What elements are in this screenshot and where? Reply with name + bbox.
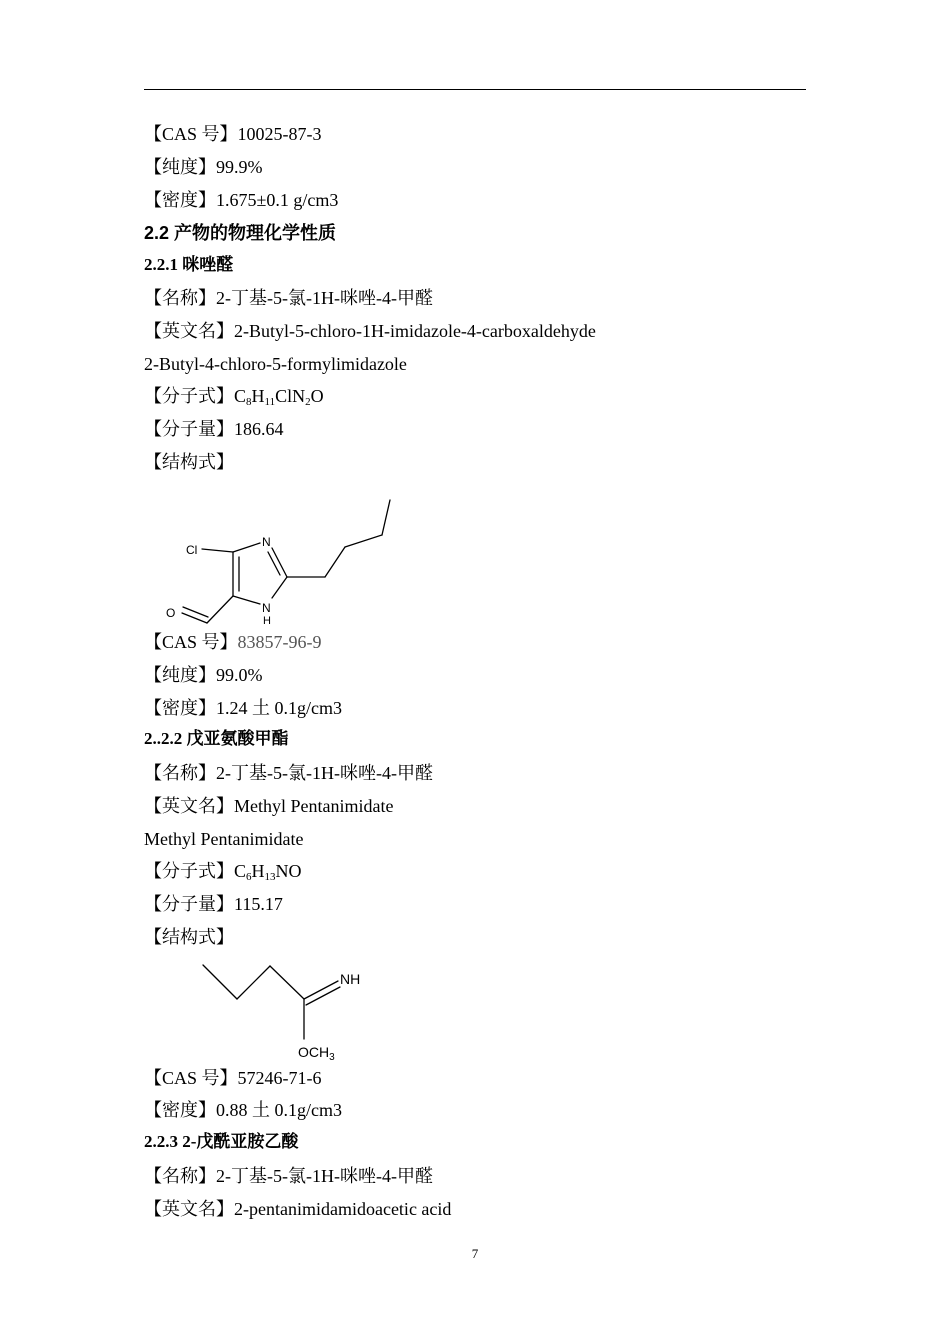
compound-2-name-line	[144, 762, 433, 784]
name-label: 【名称】	[144, 1166, 216, 1186]
compound-1-cas-line	[144, 631, 322, 653]
cas-value: 57246-71-6	[237, 1068, 322, 1088]
mw-value: 115.17	[234, 894, 283, 914]
cas-value: 10025-87-3	[237, 124, 322, 144]
compound-1-english-alt: 2-Butyl-4-chloro-5-formylimidazole	[144, 354, 407, 374]
compound-1-mw-line	[144, 418, 284, 440]
compound-1-density-line	[144, 697, 342, 719]
density-value: 1.675±0.1 g/cm3	[216, 190, 339, 210]
compound-1-purity-line	[144, 664, 263, 686]
english-value: Methyl Pentanimidate	[234, 796, 394, 816]
cas-value: 83857-96-9	[237, 632, 322, 652]
mw-value: 186.64	[234, 419, 284, 439]
purity-label: 【纯度】	[144, 157, 216, 177]
purity-value: 99.0%	[216, 665, 263, 685]
compound-2-density-line	[144, 1099, 342, 1121]
raw-cas-line	[144, 123, 322, 145]
cas-label: 【CAS 号】	[144, 1068, 238, 1088]
group-nh: NH	[340, 971, 361, 987]
english-label: 【英文名】	[144, 796, 234, 816]
header-rule	[144, 89, 806, 90]
raw-density-line	[144, 189, 338, 211]
mw-label: 【分子量】	[144, 419, 234, 439]
english-label: 【英文名】	[144, 321, 234, 341]
english-value: 2-pentanimidamidoacetic acid	[234, 1199, 452, 1219]
section-heading: 2.2 产物的物理化学性质	[144, 223, 337, 243]
atom-o: O	[166, 606, 176, 620]
formula-value: $C_6H_{13}NO$	[234, 861, 302, 883]
compound-2-cas-line	[144, 1067, 322, 1089]
english-label: 【英文名】	[144, 1199, 234, 1219]
name-value: 2-丁基-5-氯-1H-咪唑-4-甲醛	[216, 288, 433, 308]
purity-value: 99.9%	[216, 157, 263, 177]
density-value: 0.88 土 0.1g/cm3	[216, 1100, 342, 1120]
compound-1-heading: 2.2.1 咪唑醛	[144, 255, 234, 274]
name-value: 2-丁基-5-氯-1H-咪唑-4-甲醛	[216, 1166, 433, 1186]
page-number: 7	[471, 1246, 479, 1261]
compound-1-english-line	[144, 320, 596, 342]
formula-label: 【分子式】	[144, 861, 234, 881]
compound-2-structure	[190, 955, 390, 1065]
compound-2-mw-line	[144, 893, 283, 915]
compound-1-structure-label: 【结构式】	[144, 452, 234, 472]
compound-2-formula-line	[144, 860, 302, 882]
atom-n-bottom: N	[262, 601, 271, 615]
name-label: 【名称】	[144, 288, 216, 308]
compound-3-heading: 2.2.3 2-戊酰亚胺乙酸	[144, 1132, 299, 1151]
atom-cl: Cl	[186, 543, 198, 557]
density-label: 【密度】	[144, 190, 216, 210]
mw-label: 【分子量】	[144, 894, 234, 914]
raw-purity-line	[144, 156, 263, 178]
density-value: 1.24 土 0.1g/cm3	[216, 698, 342, 718]
english-value: 2-Butyl-5-chloro-1H-imidazole-4-carboxaldehyde	[234, 321, 596, 341]
atom-h: H	[263, 615, 271, 627]
density-label: 【密度】	[144, 698, 216, 718]
name-value: 2-丁基-5-氯-1H-咪唑-4-甲醛	[216, 763, 433, 783]
compound-2-heading: 2..2.2 戊亚氨酸甲酯	[144, 729, 289, 748]
group-och3: $OCH_3$	[298, 1044, 335, 1063]
compound-2-english-alt: Methyl Pentanimidate	[144, 829, 304, 849]
cas-label: 【CAS 号】	[144, 632, 238, 652]
cas-label: 【CAS 号】	[144, 124, 238, 144]
compound-3-english-line	[144, 1198, 451, 1220]
density-label: 【密度】	[144, 1100, 216, 1120]
formula-label: 【分子式】	[144, 386, 234, 406]
name-label: 【名称】	[144, 763, 216, 783]
compound-2-english-line	[144, 795, 393, 817]
formula-value: $C_8H_{11}ClN_2O$	[234, 386, 324, 408]
compound-1-structure	[160, 490, 410, 628]
purity-label: 【纯度】	[144, 665, 216, 685]
compound-3-name-line	[144, 1165, 433, 1187]
compound-1-name-line	[144, 287, 433, 309]
compound-1-formula-line	[144, 385, 324, 407]
atom-n-top: N	[262, 535, 271, 549]
compound-2-structure-label: 【结构式】	[144, 927, 234, 947]
